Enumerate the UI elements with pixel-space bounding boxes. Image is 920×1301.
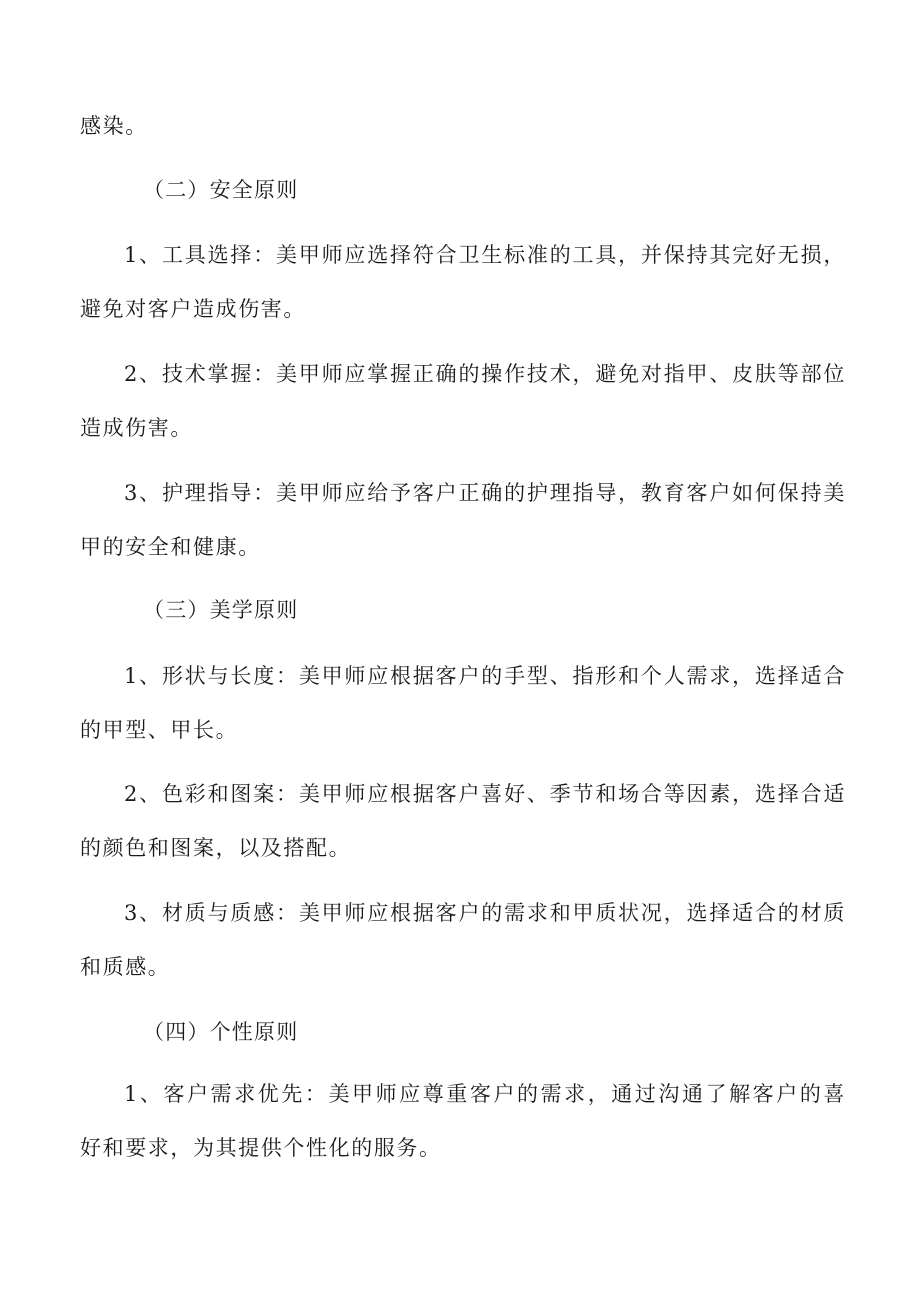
section-heading-personality: （四）个性原则 <box>143 1020 299 1044</box>
paragraph-continuation: 感染。 <box>80 114 148 138</box>
list-item-shape-length-cont: 的甲型、甲长。 <box>80 718 239 742</box>
list-item-care-guidance: 3、护理指导：美甲师应给予客户正确的护理指导，教育客户如何保持美 <box>124 481 846 505</box>
list-item-material-texture-cont: 和质感。 <box>80 955 171 979</box>
list-item-technique: 2、技术掌握：美甲师应掌握正确的操作技术，避免对指甲、皮肤等部位 <box>124 362 846 386</box>
list-item-tool-selection-cont: 避免对客户造成伤害。 <box>80 297 306 321</box>
list-item-color-pattern: 2、色彩和图案：美甲师应根据客户喜好、季节和场合等因素，选择合适 <box>124 782 846 806</box>
list-item-tool-selection: 1、工具选择：美甲师应选择符合卫生标准的工具，并保持其完好无损， <box>124 243 846 267</box>
list-item-care-guidance-cont: 甲的安全和健康。 <box>80 535 261 559</box>
list-item-customer-first-cont: 好和要求，为其提供个性化的服务。 <box>80 1136 442 1160</box>
list-item-customer-first: 1、客户需求优先：美甲师应尊重客户的需求，通过沟通了解客户的喜 <box>124 1082 846 1106</box>
section-heading-safety: （二）安全原则 <box>143 178 299 202</box>
list-item-color-pattern-cont: 的颜色和图案，以及搭配。 <box>80 836 352 860</box>
list-item-material-texture: 3、材质与质感：美甲师应根据客户的需求和甲质状况，选择适合的材质 <box>124 901 846 925</box>
list-item-technique-cont: 造成伤害。 <box>80 416 193 440</box>
section-heading-aesthetics: （三）美学原则 <box>143 598 299 622</box>
list-item-shape-length: 1、形状与长度：美甲师应根据客户的手型、指形和个人需求，选择适合 <box>124 664 846 688</box>
